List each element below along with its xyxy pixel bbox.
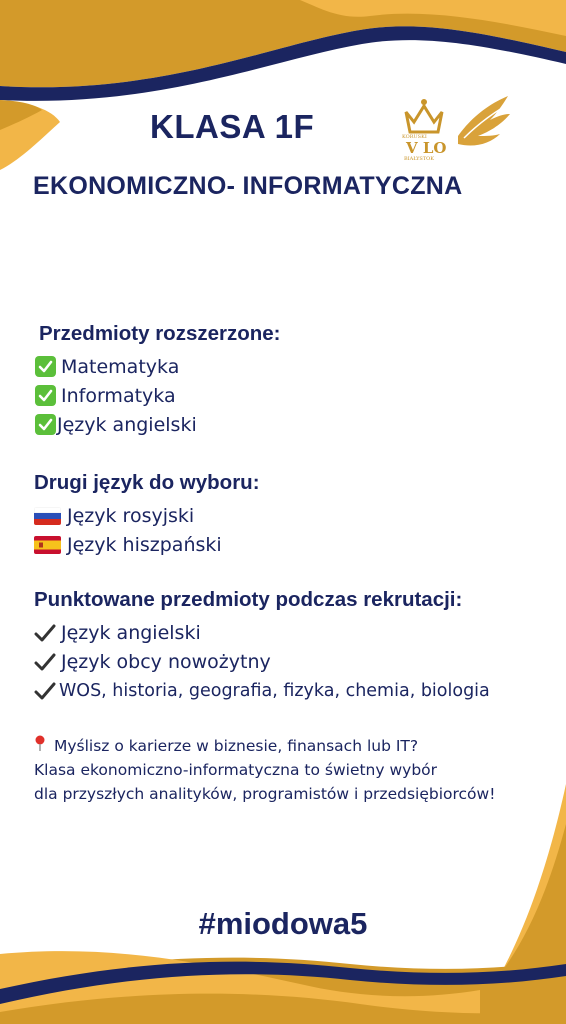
info-line	[34, 734, 495, 758]
bottom-wave-decoration	[0, 784, 566, 1024]
spain-flag-icon	[34, 536, 61, 554]
list-item-label: Język angielski	[61, 621, 201, 644]
class-subtitle: EKONOMICZNO- INFORMATYCZNA	[33, 172, 463, 200]
list-item	[34, 381, 281, 410]
logo-bottom-text: BIAŁYSTOK	[404, 156, 434, 162]
pin-icon	[34, 734, 48, 758]
list-item	[34, 676, 490, 705]
green-check-box-icon	[34, 356, 56, 378]
extended-subjects-section	[34, 322, 281, 439]
logo-main-text: V LO	[406, 139, 447, 157]
scored-subjects-heading: Punktowane przedmioty podczas rekrutacji:	[34, 588, 463, 611]
list-item-label: Informatyka	[61, 384, 176, 407]
class-title: KLASA 1F	[150, 108, 315, 145]
list-item-label: Matematyka	[61, 355, 180, 378]
list-item-label: Język obcy nowożytny	[61, 650, 271, 673]
extended-subjects-heading: Przedmioty rozszerzone:	[39, 322, 281, 345]
green-check-box-icon	[34, 414, 56, 436]
checkmark-icon	[34, 622, 56, 644]
checkmark-icon	[34, 651, 56, 673]
list-item-label: Język rosyjski	[67, 504, 195, 527]
checkmark-icon	[34, 680, 56, 702]
info-line-text: Myślisz o karierze w biznesie, finansach lub IT?	[54, 737, 419, 755]
list-item-label: WOS, historia, geografia, fizyka, chemia, biologia	[59, 680, 490, 701]
russia-flag-icon	[34, 507, 61, 525]
list-item	[34, 647, 490, 676]
info-paragraph	[34, 734, 495, 806]
list-item	[34, 530, 260, 559]
second-language-heading: Drugi język do wyboru:	[34, 471, 260, 494]
list-item-label: Język angielski	[57, 413, 197, 436]
list-item	[34, 410, 281, 439]
green-check-box-icon	[34, 385, 56, 407]
info-line: Klasa ekonomiczno-informatyczna to świetny wybór	[34, 761, 438, 779]
list-item	[34, 501, 260, 530]
list-item	[34, 618, 490, 647]
list-item-label: Język hiszpański	[67, 533, 222, 556]
second-language-section	[34, 471, 260, 559]
scored-subjects-section	[34, 588, 490, 705]
school-logo	[398, 92, 514, 162]
list-item	[34, 352, 281, 381]
hashtag: #miodowa5	[198, 906, 368, 941]
info-line: dla przyszłych analityków, programistów i przedsiębiorców!	[34, 785, 496, 803]
logo-top-text: KORUSKI	[402, 134, 427, 140]
